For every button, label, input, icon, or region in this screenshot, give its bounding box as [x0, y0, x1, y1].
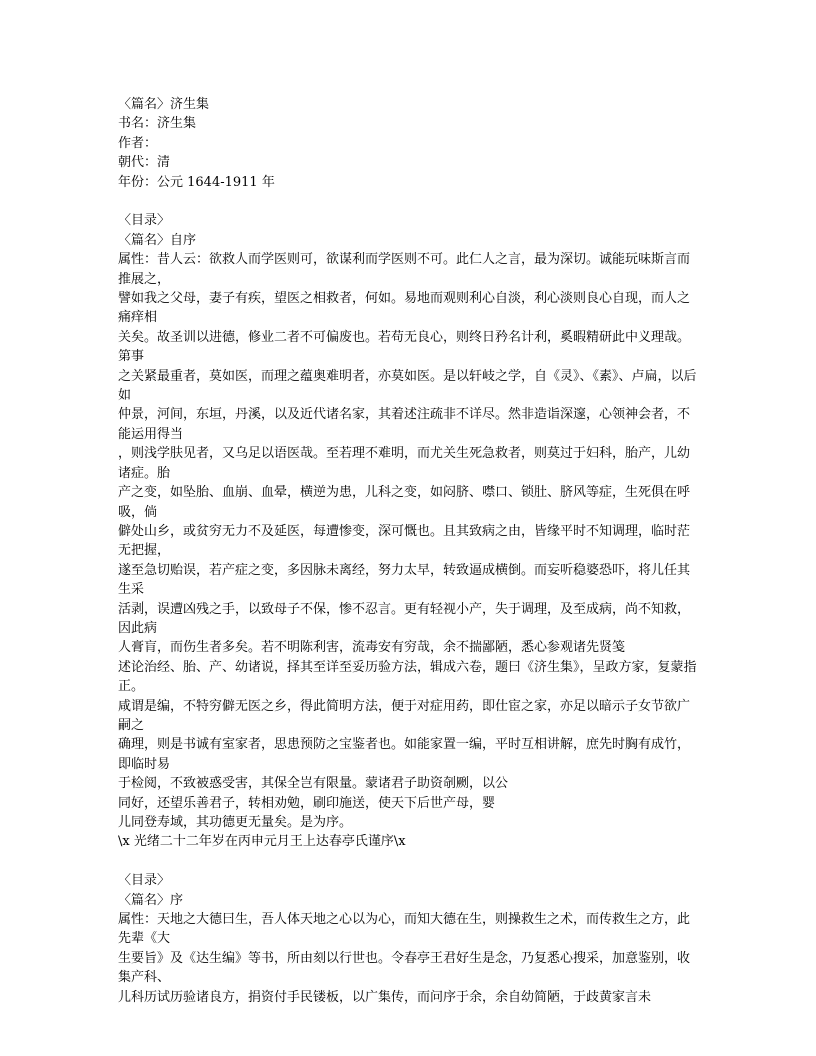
text-line: 譬如我之父母，妻子有疾，望医之相救者，何如。易地而观则利心自淡，利心淡则良心自现，而人之痛痒相 [118, 291, 691, 326]
text-line: 关矣。故圣训以进德，修业二者不可偏废也。若苟无良心，则终日矜名计利，奚暇精研此中义理哉。第事 [118, 329, 691, 365]
section-title: 〈篇名〉序 [118, 892, 184, 908]
spacer [118, 192, 698, 211]
section-body [118, 910, 698, 1007]
section-body [118, 250, 698, 852]
text-line: 僻处山乡，或贫穷无力不及延医，每遭惨变，深可慨也。且其致病之由，皆缘平时不知调理，临时茫无把握， [118, 523, 691, 559]
text-line: 遂至急切贻误，若产症之变，多因脉未离经，努力太早，转致逼成横倒。而妄听稳婆恐吓，将儿任其生采 [118, 562, 691, 598]
text-line: 确理，则是书诚有室家者，思患预防之宝鉴者也。如能家置一编，平时互相讲解，庶先时胸有成竹，即临时易 [118, 737, 691, 772]
dynasty: 朝代：清 [118, 155, 171, 171]
years: 年份：公元 1644-1911 年 [118, 174, 275, 190]
text-line: 仲景，河间，东垣，丹溪，以及近代诸名家，其着述注疏非不详尽。然非造诣深邃，心领神会者，不能运用得当 [118, 407, 691, 442]
text-line: 产之变，如坠胎、血崩、血晕，横逆为患，儿科之变，如闷脐、噤口、锁肚、脐风等症，生死俱在呼吸，倘 [118, 485, 691, 520]
text-line: ，则浅学肤见者，又乌足以语医哉。至若理不难明，而尤关生死急救者，则莫过于妇科，胎产，儿幼诸症。胎 [118, 446, 691, 481]
text-line: 活剥，误遭凶残之手，以致母子不保，惨不忍言。更有轻视小产，失于调理，及至成病，尚不知救，因此病 [118, 601, 691, 636]
text-line: 于检阅，不致被惑受害，其保全岂有限量。蒙诸君子助资剞劂，以公 [118, 776, 509, 792]
text-line: 述论治经、胎、产、幼诸说，择其至详至妥历验方法，辑成六卷，题曰《济生集》，呈政方家，复蒙指正。 [118, 659, 697, 695]
toc-heading: 〈目录〉 [118, 213, 171, 229]
section-title: 〈篇名〉自序 [118, 232, 197, 248]
text-line: 属性：昔人云：欲救人而学医则可，欲谋利而学医则不可。此仁人之言，最为深切。诚能玩味斯言而推展之， [118, 252, 691, 287]
piece-title: 〈篇名〉济生集 [118, 97, 210, 112]
text-line: 生要旨》及《达生编》等书，所由刻以行世也。令春亭王君好生是念，乃复悉心搜采，加意鉴别，收集产科、 [118, 950, 691, 986]
author: 作者： [118, 135, 158, 151]
text-line: 同好，还望乐善君子，转相劝勉，刷印施送，使天下后世产母，婴 [118, 795, 496, 811]
text-line: 人膏肓，而伤生者多矣。若不明陈利害，流毒安有穷哉，余不揣鄙陋，悉心参观诸先贤笺 [118, 640, 626, 656]
toc-heading: 〈目录〉 [118, 873, 171, 889]
signature-line: \x 光绪二十二年岁在丙申元月王上达春亭氏谨序\x [118, 834, 406, 850]
document-page [118, 95, 698, 1007]
text-line: 儿科历试历验诸良方，捐资付手民镂板，以广集传，而问序于余，余自幼简陋，于歧黄家言未 [118, 989, 652, 1005]
text-line: 之关紧最重者，莫如医，而理之蕴奥难明者，亦莫如医。是以轩岐之学，自《灵》、《素》、卢扁，以后如 [118, 368, 697, 404]
text-line: 咸谓是编，不特穷僻无医之乡，得此简明方法，便于对症用药，即仕宦之家，亦足以暗示子女节欲广嗣之 [118, 698, 691, 733]
spacer [118, 852, 698, 871]
text-line: 儿同登寿域，其功德更无量矣。是为序。 [118, 815, 353, 831]
text-line: 属性：天地之大德曰生，吾人体天地之心以为心，而知大德在生，则操救生之术，而传救生之方，此先辈《大 [118, 912, 691, 947]
book-name: 书名：济生集 [118, 116, 197, 132]
